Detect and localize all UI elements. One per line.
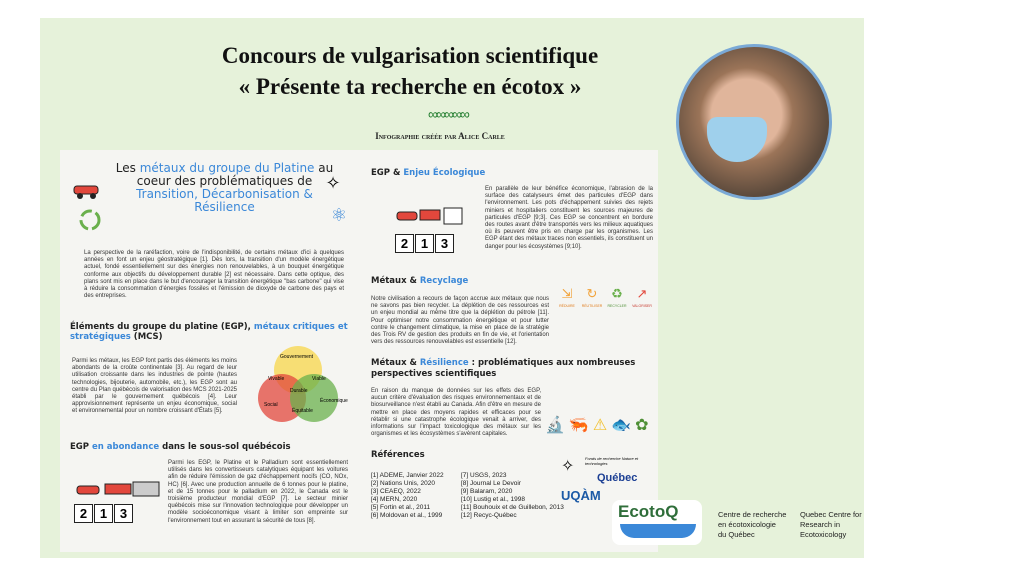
main-title-part-3: au coeur des problématiques de xyxy=(136,161,334,188)
recycle-icon xyxy=(78,208,102,232)
infographic-credit: Infographie créée par Alice Carle xyxy=(375,131,505,141)
reference-item: [7] USGS, 2023 xyxy=(461,472,507,479)
reduce-icon: ⇲ xyxy=(561,286,573,301)
uqam-logo: UQÀM xyxy=(561,488,601,503)
rv-label-reduire: RÉDUIRE xyxy=(559,304,575,308)
venn-label-economique: Économique xyxy=(320,398,348,404)
ecotoq-en-line: Research in xyxy=(800,520,841,529)
atom-icon: ⚛ xyxy=(330,204,348,225)
ecotoq-fr-line: en écotoxicologie xyxy=(718,520,776,529)
reference-item: [1] ADEME, Janvier 2022 xyxy=(371,472,444,479)
section-eco-heading-a: EGP & xyxy=(371,168,404,178)
venn-label-viable: Viable xyxy=(312,376,326,382)
section-resil-paragraph: En raison du manque de données sur les effets des EGP, aucun critère d'évaluation des risques environnementaux et de biosurveillance n'est établi au Canada. Afin d'être en mesure de mettre en place des moyens rapides et efficaces pour se rétablir si une catastrophe écologique venait à arriver, des informations sur l'impact toxicologique des métaux sur les organismes et les écosystèmes s'avèrent capitales. xyxy=(371,388,541,438)
section-abondance-heading-b: en abondance xyxy=(91,442,160,452)
car-and-truck-icon xyxy=(74,480,164,500)
ecotoq-fr-line: du Québec xyxy=(718,530,755,539)
section-recyc-heading-b: Recyclage xyxy=(419,276,469,286)
section-resil-heading-a: Métaux & xyxy=(371,358,420,368)
infographic-right-column xyxy=(365,150,658,552)
main-title-part-4: Transition, Décarbonisation & Résilience xyxy=(136,187,313,214)
ecotoq-name-en xyxy=(800,510,862,540)
rv-label-reutiliser: RÉUTILISER xyxy=(581,304,603,308)
venn-label-equitable: Équitable xyxy=(292,408,313,414)
ecotoq-en-line: Ecotoxicology xyxy=(800,530,847,539)
section-eco-heading xyxy=(371,168,571,178)
sustainability-venn-diagram xyxy=(250,346,354,434)
sparkle-icon: ✧ xyxy=(325,172,341,193)
podium-ranking-2 xyxy=(395,234,455,253)
podium2-rank-second: 2 xyxy=(395,234,414,253)
intro-paragraph: La perspective de la raréfaction, voire de l'indisponibilité, de certains métaux d'ici à quelques années en font un enjeu géostratégique [1]. Dès lors, la transition d'un modèle énergétique actuel, fondé essentiellement sur des énergies non renouvelables, à un bouquet énergétique conforme aux objectifs du développement durable [2] est nécessaire. Dans cette optique, des plans sont mis en place dans le but d'encourager la transition énergétique "bas carbone" qui vise à réduire la consommation d'énergies fossiles et l'émission de dioxyde de carbone des pays et des entreprises. xyxy=(84,250,344,300)
shrimp-icon: 🦐 xyxy=(568,417,589,434)
section-mcs-heading xyxy=(70,322,355,342)
podium2-rank-first: 1 xyxy=(415,234,434,253)
reference-item: [10] Lustig et al., 1998 xyxy=(461,496,525,503)
section-eco-paragraph: En parallèle de leur bénéfice économique, l'abrasion de la surface des catalyseurs émet des particules d'EGP dans l'environnement. Les pots d'échappement suivies des rejets miniers et hospitaliers constituent les sources majeures de particules d'EGP [9;3]. Ces EGP se concentrent en bordure des routes avant d'être transportés vers les milieux aquatiques où ils peuvent être pris en charge par les organismes. Les EGP étant des métaux traces non essentiels, ils constituent un danger pour les écosystèmes [9;10]. xyxy=(485,186,653,250)
ecotoq-name-fr xyxy=(718,510,786,540)
section-abondance-paragraph: Parmi les EGP, le Platine et le Palladium sont essentiellement utilisés dans les convertisseurs catalytiques équipant les voitures afin de réduire l'émission de gaz d'échappement nocifs (CO, NOx, HC) [6]. Avec une production annuelle de 6 tonnes pour le platine, et de 15 tonnes pour le palladium en 2022, le Canada est le troisième producteur mondial d'EGP [7]. Le secteur minier québécois mise sur l'innovation technologique pour développer un modèle socioéconomique visant à limiter son empreinte sur l'environnement tout en assurant la sécurité de tous [8]. xyxy=(168,460,348,524)
podium-rank-first: 1 xyxy=(94,504,113,523)
author-photo xyxy=(676,44,832,200)
section-resil-heading-c: : problématiques aux nombreuses perspectives scientifiques xyxy=(371,358,636,379)
ecotoq-fr-line: Centre de recherche xyxy=(718,510,787,519)
infographic-main-title xyxy=(112,162,337,214)
podium-rank-second: 2 xyxy=(74,504,93,523)
section-resil-heading xyxy=(371,358,641,380)
section-recyc-heading-a: Métaux & xyxy=(371,276,420,286)
section-abondance-heading-a: EGP xyxy=(70,442,92,452)
podium-ranking xyxy=(74,504,134,523)
section-mcs-heading-a: Éléments du groupe du platine (EGP), xyxy=(70,322,254,332)
reference-item: [2] Nations Unis, 2020 xyxy=(371,480,435,487)
microscope-icon: 🔬 xyxy=(545,417,565,434)
section-recyc-heading xyxy=(371,276,571,286)
sparkle-icon-2: ✧ xyxy=(561,458,575,475)
podium-rank-third: 3 xyxy=(114,504,133,523)
ecotoq-logo xyxy=(612,500,702,545)
recycle-arrows-icon: ♻ xyxy=(611,286,623,301)
podium2-rank-third: 3 xyxy=(435,234,454,253)
section-resil-heading-b: Résilience xyxy=(419,358,469,368)
venn-label-durable: Durable xyxy=(290,388,308,394)
frq-quebec-logo: Québec xyxy=(597,472,638,484)
ecotoq-wave-icon xyxy=(620,524,696,538)
reference-item: [6] Moldovan et al., 1999 xyxy=(371,512,443,519)
reference-item: [5] Fortin et al., 2011 xyxy=(371,504,431,511)
venn-label-vivable: Vivable xyxy=(268,376,285,382)
reference-item: [3] CEAEQ, 2022 xyxy=(371,488,421,495)
reference-item: [4] MERN, 2020 xyxy=(371,496,418,503)
section-mcs-heading-b: métaux critiques et stratégiques xyxy=(70,322,348,342)
title-line-1: Concours de vulgarisation scientifique xyxy=(221,43,599,68)
three-rv-icons xyxy=(555,286,655,316)
plant-icon: ✿ xyxy=(635,417,649,434)
fish-icon: 🐟 xyxy=(611,417,632,434)
ecotoq-wordmark: EcotoQ xyxy=(618,502,679,521)
section-abondance-heading xyxy=(70,442,355,452)
reference-item: [8] Journal Le Devoir xyxy=(461,480,521,487)
section-eco-heading-b: Enjeu Écologique xyxy=(403,168,486,178)
main-title-part-2: métaux du groupe du Platine xyxy=(139,161,315,175)
main-title-part-1: Les xyxy=(115,161,140,175)
section-abondance-heading-c: dans le sous-sol québécois xyxy=(159,442,291,452)
section-mcs-heading-c: (MCS) xyxy=(130,332,163,342)
infographic-left-column xyxy=(60,150,360,552)
warning-icon: ⚠ xyxy=(592,417,608,434)
infographic-panel xyxy=(60,150,658,552)
face-mask-shape xyxy=(707,117,767,162)
title-line-2: « Présente ta recherche en écotox » xyxy=(238,74,582,99)
decorative-swirl: ∞∞∞∞∞ xyxy=(428,106,468,122)
frq-label: Fonds de recherche Nature et technologies xyxy=(585,456,639,466)
references-left-list xyxy=(371,472,461,520)
section-mcs-paragraph: Parmi les métaux, les EGP font partis des éléments les moins abondants de la croûte continentale [3]. Au regard de leur utilisation croissante dans les industries de pointe (hautes technologies, bijouterie, automobile, etc.), les EGP sont au centre du Plan québécois de valorisation des MCS 2021-2025 établi par le gouvernement québécois [4]. Leur approvisionnement représente un enjeu économique, social et environnemental pour un nombre croissant d'États [5]. xyxy=(72,358,237,415)
reference-item: [12] Recyc-Québec xyxy=(461,512,517,519)
references-heading: Références xyxy=(371,450,425,460)
venn-label-gouvernement: Gouvernement xyxy=(280,354,314,360)
car-icon xyxy=(68,180,106,200)
valorize-icon: ↗ xyxy=(636,286,648,301)
rv-label-recycler: RECYCLER xyxy=(607,304,627,308)
reference-item: [9] Balaram, 2020 xyxy=(461,488,513,495)
resilience-icons xyxy=(545,408,655,442)
reference-item: [11] Bouhouix et de Guillebon, 2013 xyxy=(461,504,564,511)
vehicles-and-buildings-icon xyxy=(395,206,465,226)
venn-label-social: Social xyxy=(264,402,278,408)
section-recyc-paragraph-top: Notre civilisation a recours de façon accrue aux métaux que nous ne savons pas bien recycler. La déplétion de ces ressources est un enjeu mondial au même titre que la déplétion du pétrole [11]. Pour optimiser notre consommation énergétique et pour lutter contre le changement climatique, la mise en place de la stratégie des Trois RV de gestion des produits en fin de vie, et l'orientation vers des ressources renouvelables est essentielle [12]. xyxy=(371,296,549,346)
ecotoq-en-line: Quebec Centre for xyxy=(800,510,862,519)
rv-label-valoriser: VALORISER xyxy=(632,304,652,308)
reuse-icon: ↻ xyxy=(586,286,598,301)
